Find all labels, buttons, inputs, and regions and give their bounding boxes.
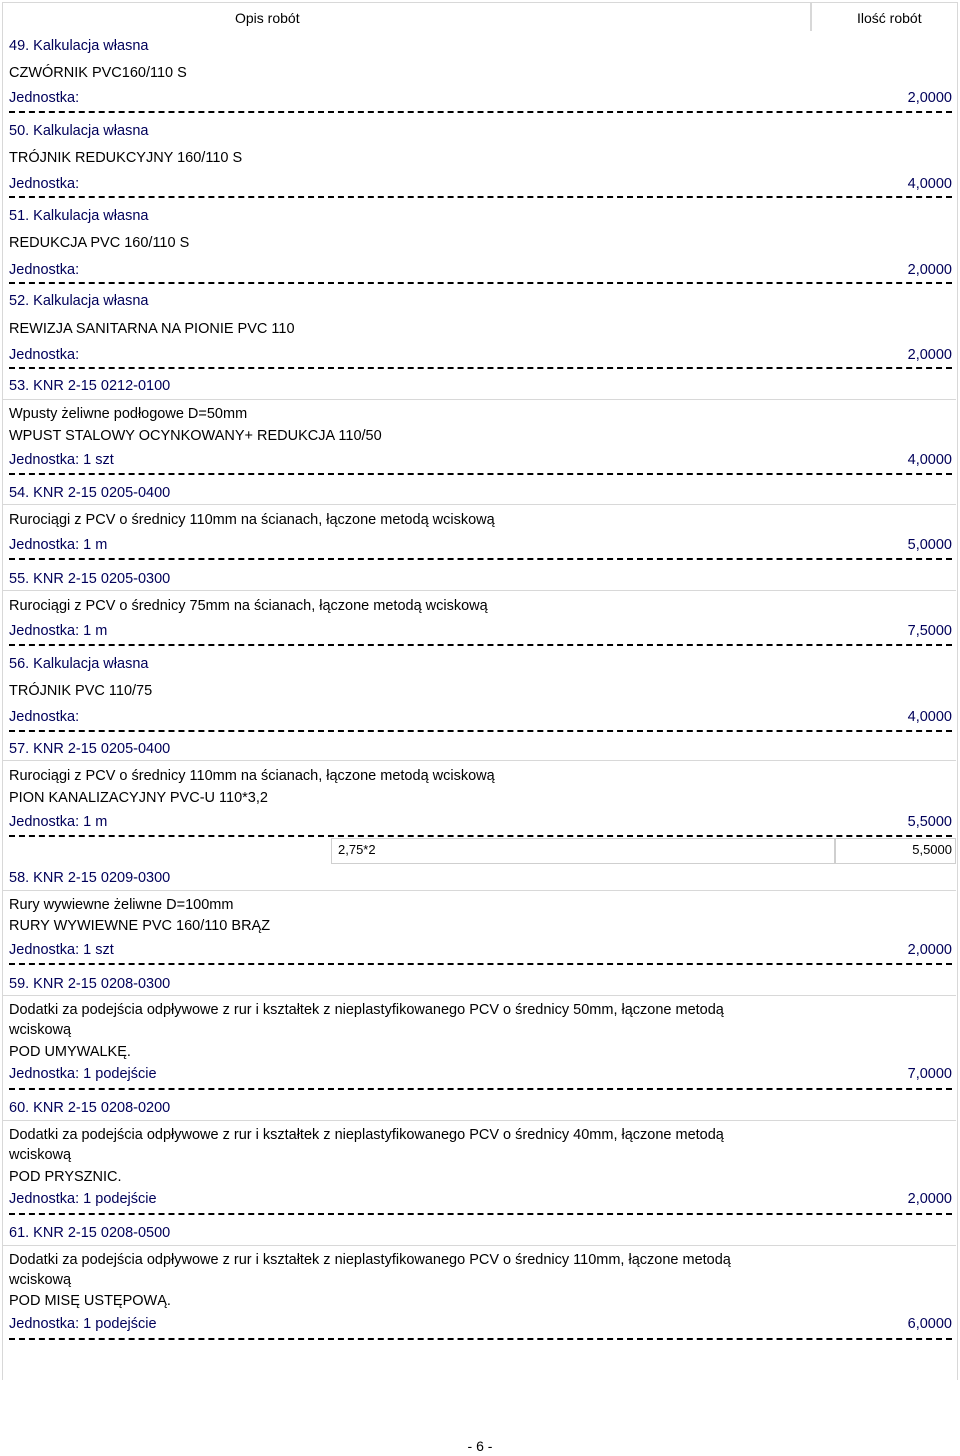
item-qty: 5,5000 <box>907 814 952 830</box>
item-code: 51. Kalkulacja własna <box>9 208 149 224</box>
item-code: 54. KNR 2-15 0205-0400 <box>9 485 171 501</box>
header-qty-label: Ilość robót <box>857 10 922 26</box>
item-code: 50. Kalkulacja własna <box>9 123 149 139</box>
dashed-separator <box>9 282 952 284</box>
dashed-separator <box>9 730 952 732</box>
item-qty: 2,0000 <box>907 262 952 278</box>
item-desc: CZWÓRNIK PVC160/110 S <box>9 65 187 81</box>
calc-expression: 2,75*2 <box>338 842 376 857</box>
row-separator <box>2 890 956 891</box>
item-qty: 4,0000 <box>907 176 952 192</box>
item-desc: POD MISĘ USTĘPOWĄ. <box>9 1293 171 1309</box>
item-desc: REDUKCJA PVC 160/110 S <box>9 235 190 251</box>
item-unit: Jednostka: 1 podejście <box>9 1066 157 1082</box>
item-unit: Jednostka: 1 szt <box>9 942 114 958</box>
item-code: 58. KNR 2-15 0209-0300 <box>9 870 171 886</box>
item-qty: 7,0000 <box>907 1066 952 1082</box>
item-unit: Jednostka: 1 podejście <box>9 1191 157 1207</box>
row-separator <box>2 1120 956 1121</box>
item-qty: 2,0000 <box>907 1191 952 1207</box>
row-separator <box>2 760 956 761</box>
item-code: 56. Kalkulacja własna <box>9 656 149 672</box>
item-desc: REWIZJA SANITARNA NA PIONIE PVC 110 <box>9 321 295 337</box>
dashed-separator <box>9 196 952 198</box>
dashed-separator <box>9 558 952 560</box>
item-desc: wciskową <box>9 1022 72 1038</box>
item-desc: RURY WYWIEWNE PVC 160/110 BRĄZ <box>9 918 271 934</box>
item-qty: 4,0000 <box>907 452 952 468</box>
dashed-separator <box>9 1213 952 1215</box>
item-desc: POD UMYWALKĘ. <box>9 1044 131 1060</box>
header-desc-cell <box>2 2 812 31</box>
item-code: 53. KNR 2-15 0212-0100 <box>9 378 171 394</box>
item-unit: Jednostka: <box>9 347 80 363</box>
item-qty: 5,0000 <box>907 537 952 553</box>
row-separator <box>2 1245 956 1246</box>
item-desc: wciskową <box>9 1147 72 1163</box>
item-code: 57. KNR 2-15 0205-0400 <box>9 741 171 757</box>
item-unit: Jednostka: 1 podejście <box>9 1316 157 1332</box>
header-desc-label: Opis robót <box>235 10 300 26</box>
calc-value: 5,5000 <box>912 842 952 857</box>
dashed-separator <box>9 367 952 369</box>
item-desc: Rury wywiewne żeliwne D=100mm <box>9 897 234 913</box>
item-qty: 2,0000 <box>907 347 952 363</box>
item-unit: Jednostka: <box>9 90 80 106</box>
item-desc: Rurociągi z PCV o średnicy 75mm na ścianach, łączone metodą wciskową <box>9 598 488 614</box>
dashed-separator <box>9 1088 952 1090</box>
item-code: 49. Kalkulacja własna <box>9 38 149 54</box>
item-code: 55. KNR 2-15 0205-0300 <box>9 571 171 587</box>
row-separator <box>2 399 956 400</box>
row-separator <box>2 504 956 505</box>
item-desc: Dodatki za podejścia odpływowe z rur i kształtek z nieplastyfikowanego PCV o średnicy 110mm, łączone metodą <box>9 1252 731 1268</box>
row-separator <box>2 590 956 591</box>
item-desc: wciskową <box>9 1272 72 1288</box>
dashed-separator <box>9 835 952 837</box>
item-desc: Rurociągi z PCV o średnicy 110mm na ścianach, łączone metodą wciskową <box>9 768 495 784</box>
item-code: 59. KNR 2-15 0208-0300 <box>9 976 171 992</box>
table-header <box>2 2 956 32</box>
item-code: 60. KNR 2-15 0208-0200 <box>9 1100 171 1116</box>
item-unit: Jednostka: 1 m <box>9 814 108 830</box>
item-desc: Dodatki za podejścia odpływowe z rur i kształtek z nieplastyfikowanego PCV o średnicy 40mm, łączone metodą <box>9 1127 724 1143</box>
item-unit: Jednostka: <box>9 262 80 278</box>
page-number: - 6 - <box>467 1438 493 1454</box>
item-qty: 2,0000 <box>907 942 952 958</box>
dashed-separator <box>9 963 952 965</box>
dashed-separator <box>9 644 952 646</box>
row-separator <box>2 995 956 996</box>
item-desc: POD PRYSZNIC. <box>9 1169 122 1185</box>
item-qty: 6,0000 <box>907 1316 952 1332</box>
item-desc: Wpusty żeliwne podłogowe D=50mm <box>9 406 248 422</box>
item-unit: Jednostka: 1 m <box>9 623 108 639</box>
item-unit: Jednostka: <box>9 176 80 192</box>
dashed-separator <box>9 111 952 113</box>
calc-expression-cell <box>331 838 836 864</box>
item-unit: Jednostka: <box>9 709 80 725</box>
item-qty: 7,5000 <box>907 623 952 639</box>
item-code: 52. Kalkulacja własna <box>9 293 149 309</box>
item-unit: Jednostka: 1 szt <box>9 452 114 468</box>
item-desc: PION KANALIZACYJNY PVC-U 110*3,2 <box>9 790 268 806</box>
item-desc: Rurociągi z PCV o średnicy 110mm na ścianach, łączone metodą wciskową <box>9 512 495 528</box>
item-unit: Jednostka: 1 m <box>9 537 108 553</box>
item-desc: Dodatki za podejścia odpływowe z rur i kształtek z nieplastyfikowanego PCV o średnicy 50mm, łączone metodą <box>9 1002 724 1018</box>
item-desc: TRÓJNIK REDUKCYJNY 160/110 S <box>9 150 243 166</box>
item-qty: 2,0000 <box>907 90 952 106</box>
item-desc: WPUST STALOWY OCYNKOWANY+ REDUKCJA 110/50 <box>9 428 382 444</box>
dashed-separator <box>9 473 952 475</box>
item-desc: TRÓJNIK PVC 110/75 <box>9 683 153 699</box>
item-qty: 4,0000 <box>907 709 952 725</box>
item-code: 61. KNR 2-15 0208-0500 <box>9 1225 171 1241</box>
dashed-separator <box>9 1338 952 1340</box>
